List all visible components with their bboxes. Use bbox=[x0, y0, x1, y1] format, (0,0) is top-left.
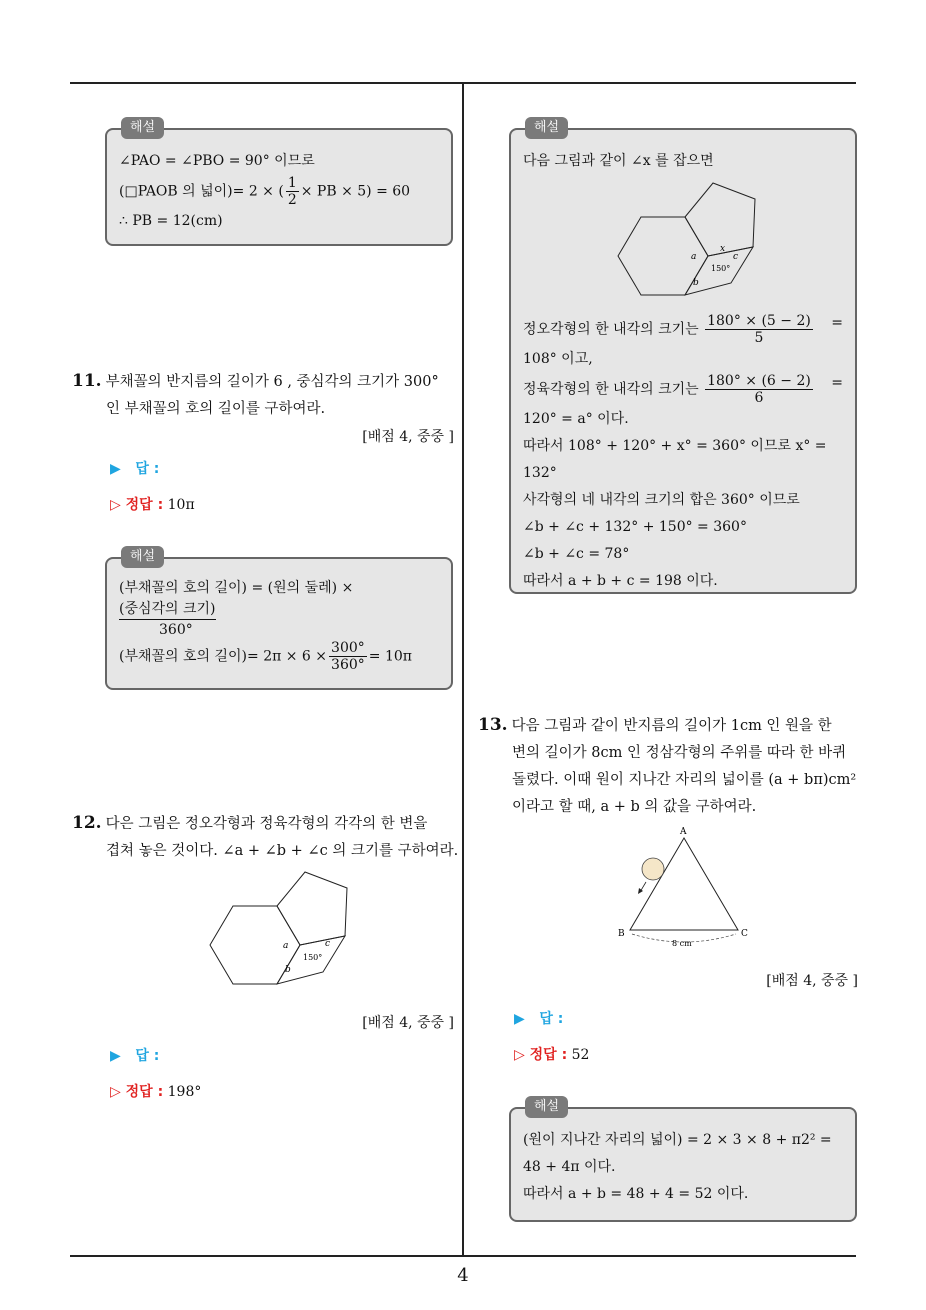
question-text: 돌렸다. 이때 원이 지나간 자리의 넓이를 (a + bπ)cm² bbox=[512, 772, 857, 788]
answer-row bbox=[110, 1045, 159, 1065]
answer-row bbox=[514, 1008, 563, 1028]
sol13-line3: 따라서 a + b = 48 + 4 = 52 이다. bbox=[523, 1186, 749, 1202]
sol12-line4: 정육각형의 한 내각의 크기는 $\frac{180^\circ \times (6 - 2)}{6}$ = bbox=[523, 373, 843, 406]
label-B: B bbox=[618, 929, 625, 939]
correct-label: 정답 : bbox=[529, 1047, 568, 1063]
pentagon-hexagon-figure-x bbox=[613, 179, 763, 299]
solution-box-13 bbox=[509, 1099, 857, 1222]
correct-answer-row bbox=[514, 1044, 589, 1064]
label-8cm: 8 cm bbox=[672, 939, 692, 948]
triangle-circle-figure bbox=[612, 822, 757, 952]
label-c: c bbox=[325, 939, 331, 949]
solution-tag: 해설 bbox=[121, 117, 164, 139]
play-icon: ▶ bbox=[110, 1048, 136, 1064]
column-divider bbox=[462, 82, 464, 1257]
solution-tag: 해설 bbox=[525, 117, 568, 139]
triangle-icon: ▷ bbox=[514, 1047, 530, 1063]
question-number: 13. bbox=[478, 715, 508, 735]
question-12 bbox=[72, 810, 462, 865]
correct-label: 정답 : bbox=[125, 497, 164, 513]
question-number: 11. bbox=[72, 371, 102, 391]
triangle-icon: ▷ bbox=[110, 497, 126, 513]
answer-label: 답 : bbox=[135, 461, 160, 477]
label-a: a bbox=[283, 941, 289, 951]
solution-tag: 해설 bbox=[525, 1096, 568, 1118]
question-11 bbox=[72, 368, 457, 423]
question-text: 다은 그림은 정오각형과 정육각형의 각각의 한 변을 bbox=[105, 816, 428, 832]
label-a: a bbox=[691, 252, 697, 262]
label-150: 150° bbox=[303, 953, 323, 962]
triangle-icon: ▷ bbox=[110, 1084, 126, 1100]
label-x: x bbox=[720, 244, 726, 254]
sol11-line3: (부채꼴의 호의 길이)= 2π × 6 × $\frac{300^\circ}{360^\circ}$ = 10π bbox=[119, 640, 412, 673]
correct-value: 10π bbox=[167, 497, 195, 513]
sol12-line5: 120° = a° 이다. bbox=[523, 411, 629, 427]
play-icon: ▶ bbox=[514, 1011, 540, 1027]
solution-box-11 bbox=[105, 549, 453, 690]
sol12-line6: 따라서 108° + 120° + x° = 360° 이므로 x° = bbox=[523, 438, 827, 454]
sol12-line2: 정오각형의 한 내각의 크기는 $\frac{180^\circ \times (5 - 2)}{5}$ = bbox=[523, 313, 843, 346]
label-C: C bbox=[741, 929, 748, 939]
sol10-line2: (□PAOB 의 넓이)= 2 × ( $\frac{1}{2}$ × PB × 5) = 60 bbox=[119, 175, 411, 208]
sol13-line1: (원이 지나간 자리의 넓이) = 2 × 3 × 8 + π2² = bbox=[523, 1132, 832, 1148]
correct-label: 정답 : bbox=[125, 1084, 164, 1100]
sol12-line3: 108° 이고, bbox=[523, 351, 593, 367]
correct-answer-row bbox=[110, 494, 195, 514]
question-text: 다음 그림과 같이 반지름의 길이가 1cm 인 원을 한 bbox=[511, 718, 832, 734]
score-label: [배점 4, 중중 ] bbox=[362, 1015, 454, 1031]
question-13 bbox=[478, 712, 863, 821]
question-text: 변의 길이가 8cm 인 정삼각형의 주위를 따라 한 바퀴 bbox=[512, 745, 847, 761]
solution-box-10 bbox=[105, 120, 453, 246]
label-c: c bbox=[733, 252, 739, 262]
sol12-line9: ∠b + ∠c + 132° + 150° = 360° bbox=[523, 519, 747, 535]
pentagon-hexagon-figure bbox=[205, 868, 355, 988]
sol12-line10: ∠b + ∠c = 78° bbox=[523, 546, 630, 562]
play-icon: ▶ bbox=[110, 461, 136, 477]
page-number: 4 bbox=[457, 1265, 469, 1286]
label-A: A bbox=[680, 827, 687, 837]
label-150: 150° bbox=[711, 264, 731, 273]
correct-value: 52 bbox=[571, 1047, 590, 1063]
bottom-rule bbox=[70, 1255, 856, 1257]
sol13-line2: 48 + 4π 이다. bbox=[523, 1159, 616, 1175]
question-text: 부채꼴의 반지름의 길이가 6 , 중심각의 크기가 300° bbox=[105, 374, 439, 390]
sol12-line8: 사각형의 네 내각의 크기의 합은 360° 이므로 bbox=[523, 492, 800, 508]
answer-row bbox=[110, 458, 159, 478]
sol10-line1: ∠PAO = ∠PBO = 90° 이므로 bbox=[119, 153, 315, 169]
question-number: 12. bbox=[72, 813, 102, 833]
correct-answer-row bbox=[110, 1081, 201, 1101]
solution-tag: 해설 bbox=[121, 546, 164, 568]
solution-box-12 bbox=[509, 120, 857, 594]
label-b: b bbox=[693, 278, 699, 288]
question-text: 인 부채꼴의 호의 길이를 구하여라. bbox=[106, 401, 326, 417]
question-text: 이라고 할 때, a + b 의 값을 구하여라. bbox=[512, 799, 757, 815]
correct-value: 198° bbox=[167, 1084, 202, 1100]
sol12-line1: 다음 그림과 같이 ∠x 를 잡으면 bbox=[523, 153, 714, 169]
score-label: [배점 4, 중중 ] bbox=[766, 973, 858, 989]
answer-label: 답 : bbox=[135, 1048, 160, 1064]
question-text: 겹쳐 놓은 것이다. ∠a + ∠b + ∠c 의 크기를 구하여라. bbox=[106, 843, 459, 859]
sol11-fraction: (중심각의 크기) 360° bbox=[119, 601, 216, 638]
sol11-line1: (부채꼴의 호의 길이) = (원의 둘레) × bbox=[119, 580, 354, 596]
sol12-line7: 132° bbox=[523, 465, 557, 481]
score-label: [배점 4, 중중 ] bbox=[362, 429, 454, 445]
answer-label: 답 : bbox=[539, 1011, 564, 1027]
sol10-line3: ∴ PB = 12(cm) bbox=[119, 213, 223, 229]
label-b: b bbox=[285, 965, 291, 975]
sol12-line11: 따라서 a + b + c = 198 이다. bbox=[523, 573, 718, 589]
